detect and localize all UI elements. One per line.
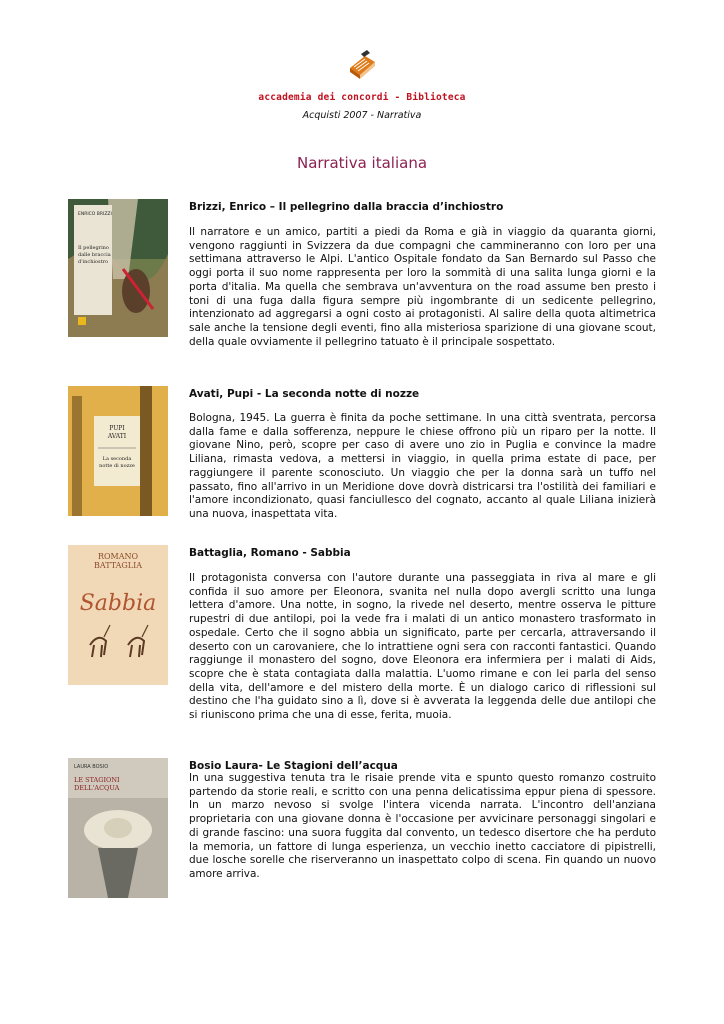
cover-author: ROMANO — [97, 552, 139, 561]
cover-title-line: La seconda — [102, 456, 132, 462]
section-title: Narrativa italiana — [296, 154, 428, 172]
book-cover-brizzi — [68, 199, 168, 337]
page-subtitle: Acquisti 2007 - Narrativa — [302, 110, 422, 121]
book-cover-bosio — [68, 758, 168, 898]
book-title: Brizzi, Enrico – Il pellegrino dalla braccia d’inchiostro — [189, 201, 504, 213]
book-title: Bosio Laura- Le Stagioni dell’acqua — [189, 760, 398, 772]
cover-author: ENRICO BRIZZI — [78, 212, 112, 217]
cover-author: LAURA BOSIO — [74, 764, 109, 770]
cover-title-line: Sabbia — [79, 591, 157, 616]
cover-author: AVATI — [107, 433, 127, 440]
library-brand: accademia dei concordi - Biblioteca — [258, 92, 466, 103]
book-description: Bologna, 1945. La guerra è finita da poche settimane. In una città sventrata, percorsa dalla fame e dalla sofferenza, neppure le chiese offrono più un riparo per la notte. Il giovane Nino, però, scopre per caso di avere uno zio in Puglia e convince la madre Liliana, rimasta vedova, a mettersi in viaggio, in quella prima estate di pace, per raggiungere il parente sconosciuto. Un viaggio che per la donna sarà un tuffo nel passato, fino all'arrivo in un Meridione dove dovrà districarsi tra l'ostilità dei familiari e l'amore incondizionato, quasi fanciullesco del cognato, accanto al quale Liliana inizierà una nuova, inaspettata vita. — [189, 412, 656, 520]
cover-title-line: notte di nozze — [99, 463, 135, 469]
cover-title-line: Il pellegrino — [78, 245, 109, 251]
cover-title-line: d'inchiostro — [78, 259, 108, 265]
book-description: Il narratore e un amico, partiti a piedi da Roma e già in viaggio da quaranta giorni, vengono raggiunti in Svizzera da due compagni che cammineranno con loro per una settimana attraverso le Alpi. L'antico Ospitale fondato da San Bernardo sul Passo che oggi porta il suo nome rappresenta per loro la sommità di una salita lunga giorni e la porta d'italia. Ma quella che sembrava un'avventura on the road assume ben presto i toni di una fuga dalla figura sempre più ingombrante di un sedicente pellegrino, intenzionato ad aggregarsi a ogni costo ai protagonisti. Al salire della quota altimetrica sale anche la tensione degli eventi, fino alla misteriosa sparizione di una giovane scout, della quale ovviamente il pellegrino tatuato è il principale sospettato. — [189, 226, 656, 348]
book-stack-logo-icon — [345, 48, 379, 82]
book-title: Avati, Pupi - La seconda notte di nozze — [189, 388, 420, 400]
book-description: Il protagonista conversa con l'autore durante una passeggiata in riva al mare e gli confida il suo amore per Eleonora, svanita nel nulla dopo avergli scritto una lunga lettera d'amore. Una notte, in sogno, la rivede nel deserto, mentre osserva le pitture rupestri di due antilopi, poi la vede fra i malati di un antico monastero trasformato in ospedale. Certo che il sogno abbia un significato, parte per cercarla, attraversando il deserto con un carovaniere, che lo intrattiene ogni sera con racconti fantastici. Quando raggiunge il monastero del sogno, dove Eleonora era infermiera per i malati di Aids, scopre che è stata contagiata dalla malattia. L'uomo rimane e con lei parla del senso della vita, dell'amore e del mistero della morte. È un dialogo carico di riflessioni sul destino che l'ha guidato sino a lì, dove si è avverata la leggenda delle due antilopi che si riuniscono prima che una di esse, ferita, muoia. — [189, 572, 656, 722]
cover-title-line: dalle braccia — [78, 252, 111, 258]
book-title: Battaglia, Romano - Sabbia — [189, 547, 351, 559]
book-cover-avati — [68, 386, 168, 516]
cover-author: PUPI — [109, 425, 125, 432]
cover-title-line: LE STAGIONI — [74, 776, 120, 784]
book-description: In una suggestiva tenuta tra le risaie prende vita e spunto questo romanzo costruito partendo da storie reali, e scritto con una penna delicatissima eppur piena di spessore. In un marzo nevoso si svolge l'intera vicenda narrata. L'incontro dell'anziana proprietaria con una giovane donna è l'occasione per avvicinare personaggi singolari e di grande fascino: una suora fuggita dal convento, un tedesco disertore che ha perduto la memoria, un fattore di lunga esperienza, un vecchio inetto cacciatore di pipistrelli, due losche sorelle che riserveranno un inaspettato colpo di scena. Fin quando un nuovo amore arriva. — [189, 772, 656, 880]
cover-author: BATTAGLIA — [93, 561, 143, 570]
book-cover-battaglia — [68, 545, 168, 685]
cover-title-line: DELL'ACQUA — [74, 784, 120, 792]
